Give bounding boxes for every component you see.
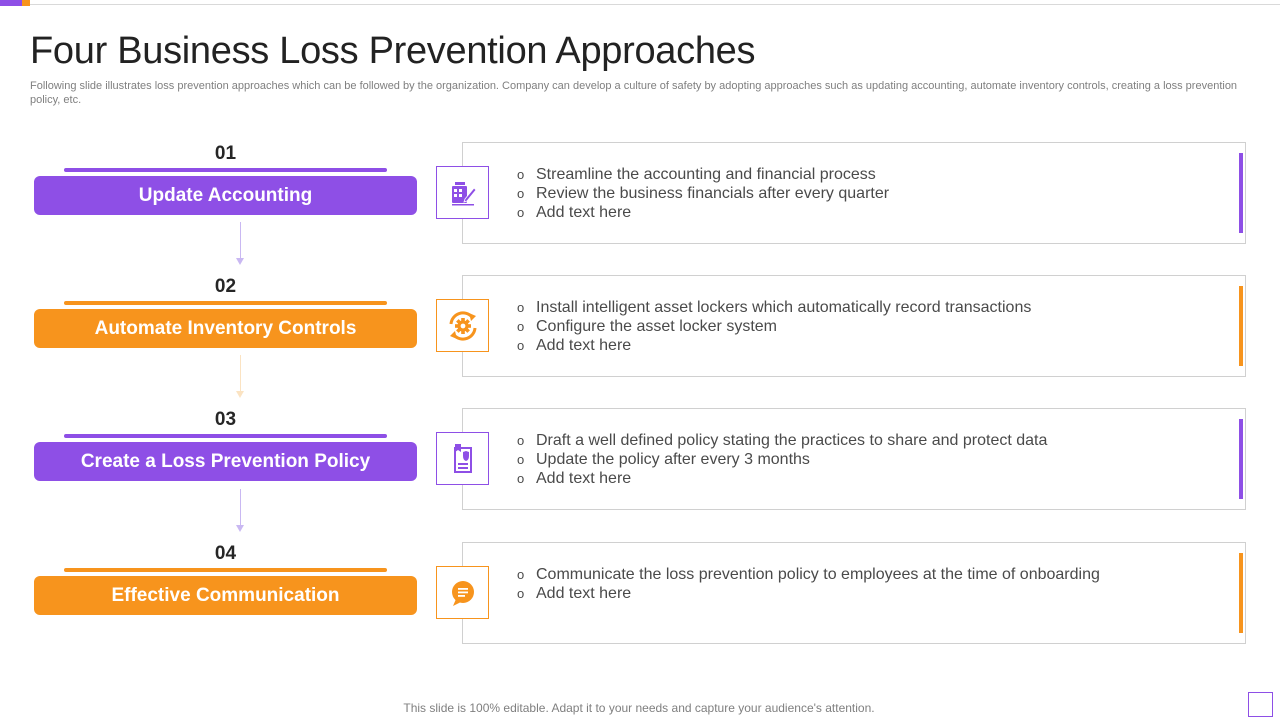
- approach-card: [462, 408, 1246, 510]
- approach-row-1: [0, 143, 1280, 253]
- approach-row-3: [0, 409, 1280, 519]
- bullet-marker: o: [517, 167, 525, 182]
- approach-row-2: [0, 276, 1280, 386]
- corner-square: [1248, 692, 1273, 717]
- number-underline: [64, 568, 387, 572]
- bullet-item: o Install intelligent asset lockers which automatically record transactions: [517, 299, 1032, 316]
- bullet-item: o Add text here: [517, 585, 632, 602]
- top-divider: [0, 4, 1280, 5]
- bullet-list: [517, 565, 1100, 603]
- top-accent-purple: [0, 0, 22, 6]
- bullet-marker: o: [517, 300, 525, 315]
- bullet-marker: o: [517, 452, 525, 467]
- approach-card: [462, 542, 1246, 644]
- approach-number: 02: [214, 276, 237, 297]
- approach-card: [462, 275, 1246, 377]
- card-accent-bar: [1239, 153, 1243, 233]
- bullet-item: o Configure the asset locker system: [517, 318, 777, 335]
- bullet-marker: o: [517, 338, 525, 353]
- approach-label[interactable]: Effective Communication: [34, 576, 417, 615]
- icon-box: [436, 166, 489, 219]
- bullet-list: [517, 298, 1031, 355]
- approach-label[interactable]: Create a Loss Prevention Policy: [34, 442, 417, 481]
- bullet-marker: o: [517, 186, 525, 201]
- approach-number: 03: [214, 409, 237, 430]
- card-accent-bar: [1239, 286, 1243, 366]
- chat-bubble-icon: [448, 578, 478, 608]
- bullet-marker: o: [517, 567, 525, 582]
- bullet-list: [517, 431, 1047, 488]
- policy-document-icon: [447, 442, 479, 476]
- bullet-item: o Communicate the loss prevention policy to employees at the time of onboarding: [517, 566, 1100, 583]
- approach-label[interactable]: Automate Inventory Controls: [34, 309, 417, 348]
- bullet-marker: o: [517, 586, 525, 601]
- bullet-item: o Add text here: [517, 337, 632, 354]
- icon-box: [436, 299, 489, 352]
- slide-subtitle: Following slide illustrates loss prevention approaches which can be followed by the organization. Company can develop a culture of safety by adopting approaches such as updating accounting, automate inventory controls, creating a loss prevention policy, etc.: [30, 80, 1238, 106]
- approach-number: 01: [214, 143, 237, 164]
- bullet-item: o Streamline the accounting and financial process: [517, 166, 876, 183]
- number-underline: [64, 301, 387, 305]
- icon-box: [436, 566, 489, 619]
- approach-row-4: [0, 543, 1280, 653]
- footer-note: This slide is 100% editable. Adapt it to your needs and capture your audience's attention.: [403, 701, 875, 715]
- bullet-item: o Draft a well defined policy stating the practices to share and protect data: [517, 432, 1048, 449]
- card-accent-bar: [1239, 419, 1243, 499]
- gear-cycle-icon: [445, 308, 481, 344]
- bullet-marker: o: [517, 319, 525, 334]
- bullet-marker: o: [517, 433, 525, 448]
- bullet-list: [517, 165, 889, 222]
- bullet-item: o Add text here: [517, 204, 632, 221]
- icon-box: [436, 432, 489, 485]
- bullet-item: o Review the business financials after every quarter: [517, 185, 890, 202]
- number-underline: [64, 434, 387, 438]
- bullet-item: o Add text here: [517, 470, 632, 487]
- bullet-marker: o: [517, 471, 525, 486]
- number-underline: [64, 168, 387, 172]
- bullet-marker: o: [517, 205, 525, 220]
- card-accent-bar: [1239, 553, 1243, 633]
- slide-title: Four Business Loss Prevention Approaches: [30, 30, 756, 72]
- top-accent-orange: [22, 0, 30, 6]
- approach-number: 04: [214, 543, 237, 564]
- approach-label[interactable]: Update Accounting: [34, 176, 417, 215]
- approach-card: [462, 142, 1246, 244]
- accounting-icon: [447, 177, 479, 209]
- bullet-item: o Update the policy after every 3 months: [517, 451, 810, 468]
